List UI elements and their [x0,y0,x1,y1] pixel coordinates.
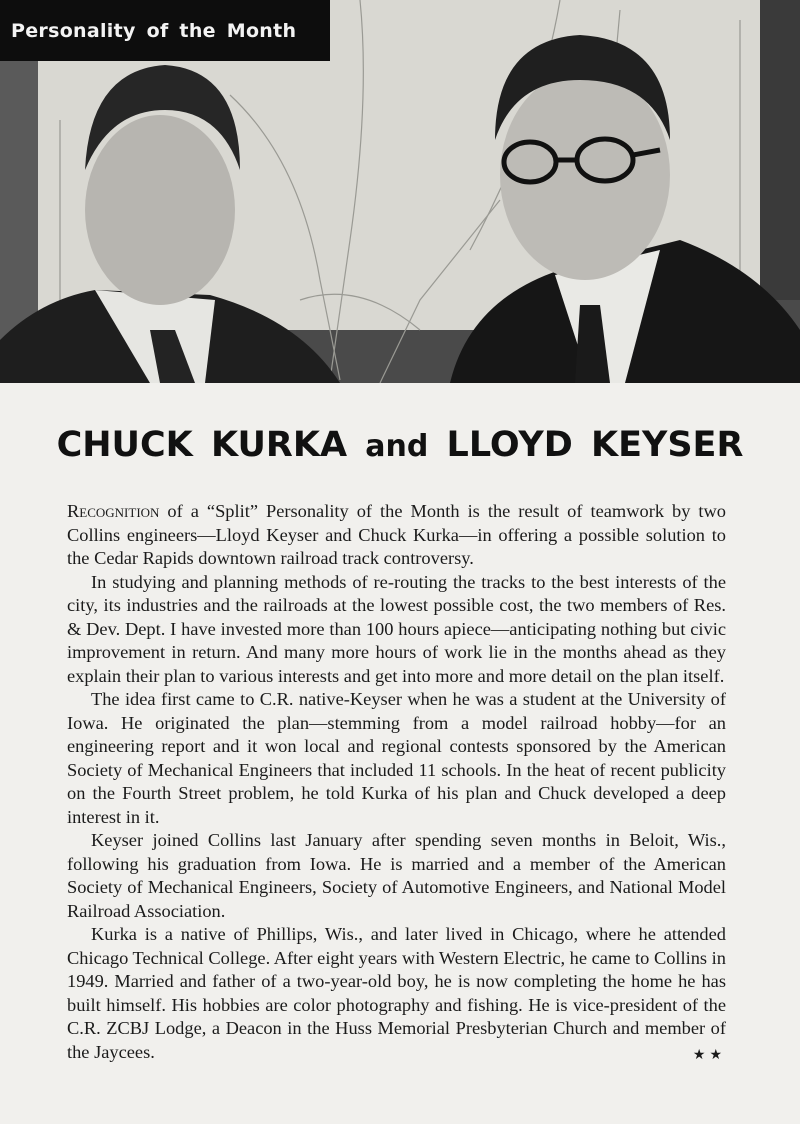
paragraph-4: Keyser joined Collins last January after spending seven months in Beloit, Wis., following his graduation from Iowa. He is married and a member of the American Society of Mechanical Engineers, Society of Automotive Engineers, and National Model Railroad Association. [67,830,726,921]
lead-word: Recognition [67,501,160,521]
article-body [67,500,726,1067]
right-wall-shadow [760,0,800,300]
title-name-2: LLOYD KEYSER [446,425,744,465]
section-banner [0,0,330,61]
banner-title: Personality of the Month [11,19,297,42]
paragraph-2: In studying and planning methods of re-routing the tracks to the best interests of the city, its industries and the railroads at the lowest possible cost, the two members of Res. & Dev. Dept. I have invested more than 100 hours apiece—anticipating nothing but civic improvement in return. And many more hours of work lie in the months ahead as they explain their plan to various interests and get into more and more detail on the plan itself. [67,571,726,686]
article-title [0,425,800,465]
end-stars-icon: ★★ [692,1047,726,1063]
portrait-photo [0,0,800,383]
paragraph-1-text: of a “Split” Personality of the Month is the result of teamwork by two Collins engineers—Lloyd Keyser and Chuck Kurka—in offering a possible solution to the Cedar Rapids downtown railroad track controversy. [67,501,726,568]
paragraph-5 [67,923,726,1064]
paragraph-5-text: Kurka is a native of Phillips, Wis., and later lived in Chicago, where he attended Chicago Technical College. After eight years with Western Electric, he came to Collins in 1949. Married and father of a two-year-old boy, he is now completing the home he has built himself. His hobbies are color photography and fishing. He is vice-president of the C.R. ZCBJ Lodge, a Deacon in the Huss Memorial Presbyterian Church and member of the Jaycees. [67,924,726,1062]
title-name-1: CHUCK KURKA [56,425,348,465]
paragraph-1 [67,500,726,571]
title-and: and [365,429,429,464]
paragraph-3: The idea first came to C.R. native-Keyser when he was a student at the University of Iowa. He originated the plan—stemming from a model railroad hobby—for an engineering report and it won local and regional contests sponsored by the American Society of Mechanical Engineers that included 11 schools. In the heat of recent publicity on the Fourth Street problem, he told Kurka of his plan and Chuck developed a deep interest in it. [67,689,726,827]
